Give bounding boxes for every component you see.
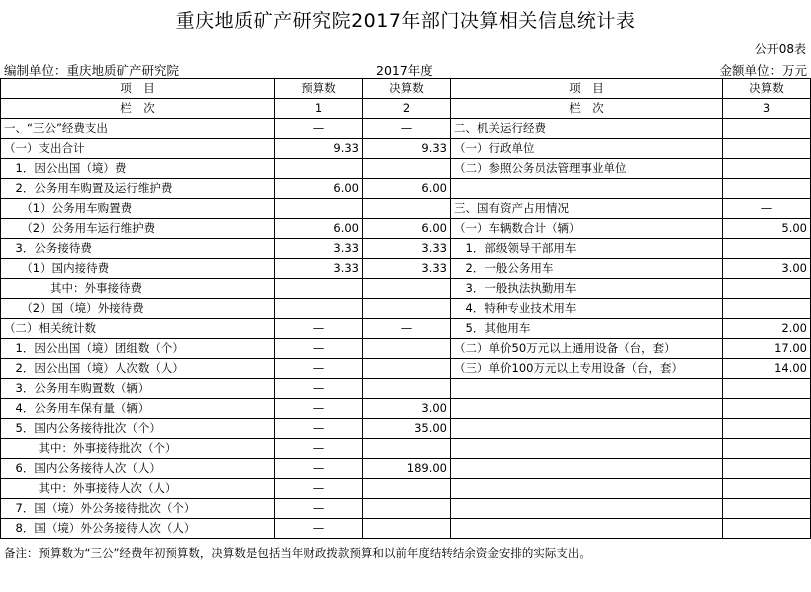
budget-cell: — (275, 479, 363, 499)
left-item-cell: 4．公务用车保有量（辆） (1, 399, 275, 419)
right-final-cell: 5.00 (723, 219, 811, 239)
left-item-cell: 2．公务用车购置及运行维护费 (1, 179, 275, 199)
budget-cell (275, 159, 363, 179)
table-row (1, 439, 811, 459)
table-row (1, 179, 811, 199)
right-final-cell (723, 159, 811, 179)
year-label: 2017年度 (376, 63, 433, 78)
budget-cell: — (275, 439, 363, 459)
right-item-cell (451, 179, 723, 199)
table-row (1, 239, 811, 259)
right-item-cell (451, 459, 723, 479)
final-cell (363, 379, 451, 399)
final-cell (363, 479, 451, 499)
right-final-cell (723, 119, 811, 139)
right-item-cell (451, 479, 723, 499)
footnote: 备注：预算数为“三公”经费年初预算数，决算数是包括当年财政拨款预算和以前年度结转结余资金安排的实际支出。 (4, 546, 591, 560)
right-item-cell: 2．一般公务用车 (451, 259, 723, 279)
right-item-cell (451, 379, 723, 399)
right-final-cell (723, 419, 811, 439)
left-item-cell: （1）国内接待费 (1, 259, 275, 279)
final-cell (363, 299, 451, 319)
right-item-cell: 三、国有资产占用情况 (451, 199, 723, 219)
table-row (1, 339, 811, 359)
final-cell (363, 499, 451, 519)
right-item-cell: 3．一般执法执勤用车 (451, 279, 723, 299)
left-item-cell: 1．因公出国（境）费 (1, 159, 275, 179)
left-item-cell: （2）公务用车运行维护费 (1, 219, 275, 239)
right-item-cell (451, 519, 723, 539)
right-item-cell: （一）行政单位 (451, 139, 723, 159)
final-cell (363, 279, 451, 299)
table-row (1, 159, 811, 179)
col-index-2: 2 (363, 99, 451, 119)
col-index-3: 3 (723, 99, 811, 119)
final-cell (363, 439, 451, 459)
right-final-cell (723, 459, 811, 479)
budget-cell: 3.33 (275, 239, 363, 259)
right-final-cell (723, 299, 811, 319)
budget-cell: — (275, 459, 363, 479)
left-item-cell: 其中：外事接待批次（个） (1, 439, 275, 459)
right-item-cell: 5．其他用车 (451, 319, 723, 339)
header-right-item: 项 目 (451, 79, 723, 99)
header-right-final: 决算数 (723, 79, 811, 99)
right-final-cell (723, 439, 811, 459)
right-final-cell: 17.00 (723, 339, 811, 359)
budget-cell: 6.00 (275, 219, 363, 239)
left-item-cell: 7．国（境）外公务接待批次（个） (1, 499, 275, 519)
budget-cell: — (275, 419, 363, 439)
budget-cell: — (275, 519, 363, 539)
table-row (1, 459, 811, 479)
budget-cell: — (275, 319, 363, 339)
final-cell (363, 159, 451, 179)
table-row (1, 419, 811, 439)
right-item-cell (451, 399, 723, 419)
header-row (1, 79, 811, 99)
right-final-cell (723, 519, 811, 539)
right-item-cell (451, 419, 723, 439)
budget-cell: — (275, 379, 363, 399)
final-cell: — (363, 319, 451, 339)
budget-cell: 9.33 (275, 139, 363, 159)
right-item-cell: （三）单价100万元以上专用设备（台，套） (451, 359, 723, 379)
right-final-cell: 3.00 (723, 259, 811, 279)
left-item-cell: 一、“三公”经费支出 (1, 119, 275, 139)
statistics-table (0, 78, 811, 539)
budget-cell: 6.00 (275, 179, 363, 199)
final-cell: 35.00 (363, 419, 451, 439)
final-cell (363, 359, 451, 379)
budget-cell (275, 279, 363, 299)
right-final-cell (723, 499, 811, 519)
left-item-cell: 6．国内公务接待人次（人） (1, 459, 275, 479)
final-cell (363, 199, 451, 219)
table-row (1, 299, 811, 319)
left-item-cell: 3．公务接待费 (1, 239, 275, 259)
header-final: 决算数 (363, 79, 451, 99)
budget-cell: — (275, 399, 363, 419)
left-item-cell: 其中：外事接待人次（人） (1, 479, 275, 499)
col-index-1: 1 (275, 99, 363, 119)
budget-cell: — (275, 359, 363, 379)
table-row (1, 359, 811, 379)
right-item-cell: 二、机关运行经费 (451, 119, 723, 139)
left-item-cell: 8．国（境）外公务接待人次（人） (1, 519, 275, 539)
final-cell: 189.00 (363, 459, 451, 479)
form-number: 公开08表 (754, 42, 806, 56)
right-final-cell (723, 279, 811, 299)
budget-cell: — (275, 499, 363, 519)
money-unit-label: 金额单位：万元 (719, 63, 807, 78)
final-cell: 3.33 (363, 239, 451, 259)
right-final-cell: 2.00 (723, 319, 811, 339)
left-item-cell: 其中：外事接待费 (1, 279, 275, 299)
right-final-cell (723, 239, 811, 259)
right-item-cell (451, 439, 723, 459)
final-cell: — (363, 119, 451, 139)
right-item-cell (451, 499, 723, 519)
page-title: 重庆地质矿产研究院2017年部门决算相关信息统计表 (175, 10, 636, 32)
table-row (1, 479, 811, 499)
right-item-cell: （一）车辆数合计（辆） (451, 219, 723, 239)
right-final-cell (723, 139, 811, 159)
col-index-left: 栏 次 (1, 99, 275, 119)
right-item-cell: （二）单价50万元以上通用设备（台，套） (451, 339, 723, 359)
final-cell (363, 339, 451, 359)
table-row (1, 319, 811, 339)
table-row (1, 499, 811, 519)
header-left-item: 项 目 (1, 79, 275, 99)
right-final-cell (723, 479, 811, 499)
right-item-cell: 4．特种专业技术用车 (451, 299, 723, 319)
budget-cell (275, 299, 363, 319)
left-item-cell: 1．因公出国（境）团组数（个） (1, 339, 275, 359)
right-final-cell (723, 379, 811, 399)
col-index-right: 栏 次 (451, 99, 723, 119)
table-row (1, 199, 811, 219)
right-item-cell: （二）参照公务员法管理事业单位 (451, 159, 723, 179)
right-final-cell (723, 399, 811, 419)
table-row (1, 519, 811, 539)
left-item-cell: 2．因公出国（境）人次数（人） (1, 359, 275, 379)
budget-cell (275, 199, 363, 219)
table-row (1, 399, 811, 419)
left-item-cell: 5．国内公务接待批次（个） (1, 419, 275, 439)
unit-row (0, 58, 811, 78)
final-cell: 3.33 (363, 259, 451, 279)
right-final-cell: — (723, 199, 811, 219)
table-row (1, 379, 811, 399)
right-final-cell (723, 179, 811, 199)
column-index-row (1, 99, 811, 119)
table-row (1, 139, 811, 159)
header-budget: 预算数 (275, 79, 363, 99)
final-cell: 3.00 (363, 399, 451, 419)
left-item-cell: 3．公务用车购置数（辆） (1, 379, 275, 399)
right-item-cell: 1．部级领导干部用车 (451, 239, 723, 259)
org-label: 编制单位：重庆地质矿产研究院 (4, 63, 180, 78)
budget-cell: 3.33 (275, 259, 363, 279)
left-item-cell: （一）支出合计 (1, 139, 275, 159)
table-row (1, 119, 811, 139)
budget-cell: — (275, 339, 363, 359)
final-cell (363, 519, 451, 539)
budget-cell: — (275, 119, 363, 139)
table-row (1, 259, 811, 279)
final-cell: 6.00 (363, 179, 451, 199)
final-cell: 9.33 (363, 139, 451, 159)
left-item-cell: （1）公务用车购置费 (1, 199, 275, 219)
table-row (1, 279, 811, 299)
left-item-cell: （二）相关统计数 (1, 319, 275, 339)
right-final-cell: 14.00 (723, 359, 811, 379)
left-item-cell: （2）国（境）外接待费 (1, 299, 275, 319)
final-cell: 6.00 (363, 219, 451, 239)
table-row (1, 219, 811, 239)
